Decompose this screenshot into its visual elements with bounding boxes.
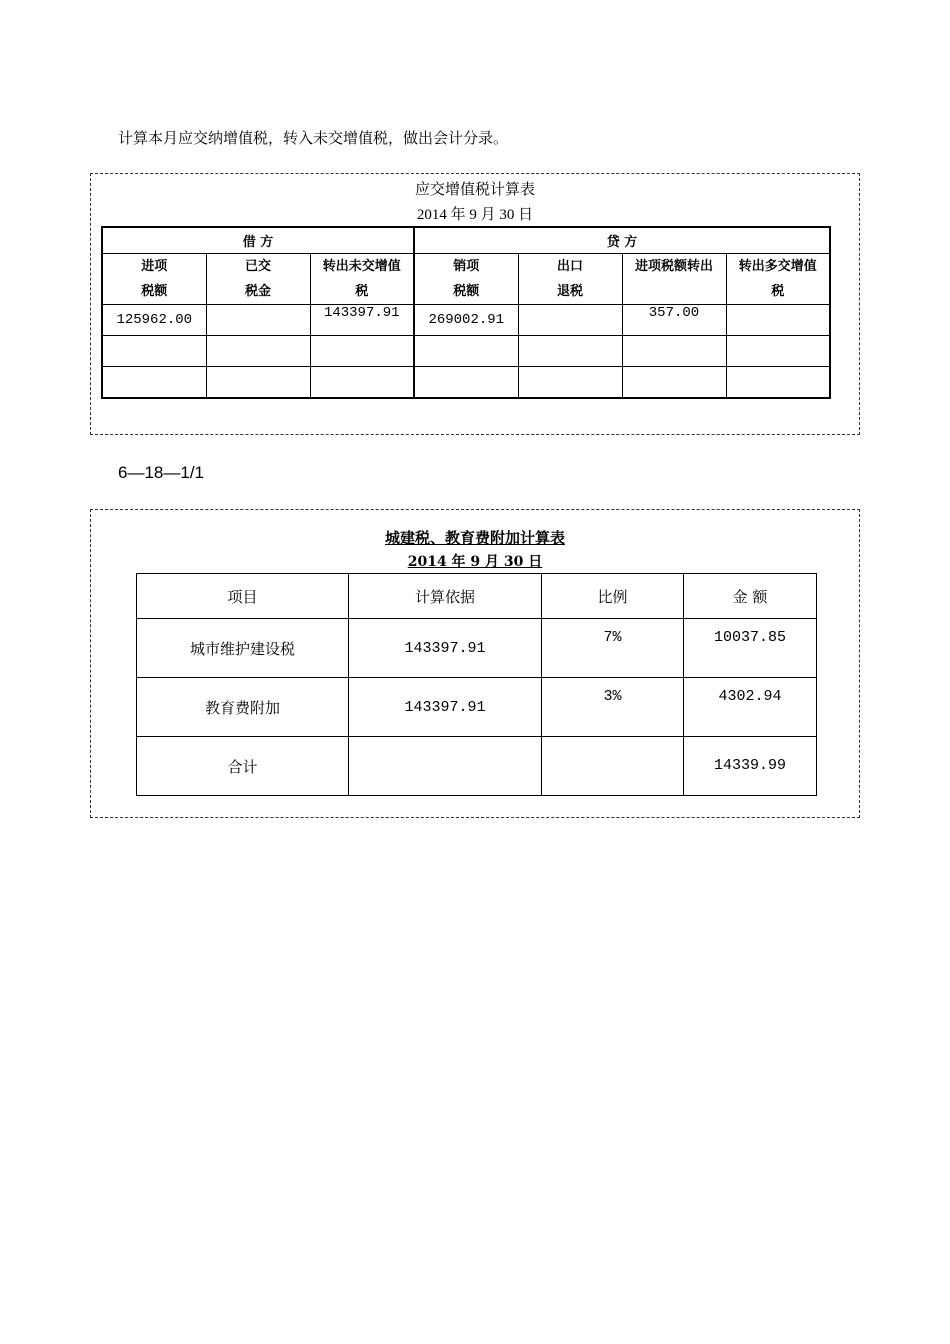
table-cell xyxy=(102,367,206,399)
table-cell xyxy=(518,305,622,336)
table-cell: 143397.91 xyxy=(349,678,542,737)
voucher-code: 6—18—1/1 xyxy=(118,463,204,482)
column-header: 进项 税额 xyxy=(102,254,206,305)
instruction-text: 计算本月应交纳增值税，转入未交增值税，做出会计分录。 xyxy=(118,129,509,147)
column-header: 进项税额转出 xyxy=(622,254,726,305)
table-cell: 3% xyxy=(542,678,684,737)
table-cell xyxy=(518,367,622,399)
table-cell xyxy=(726,305,830,336)
column-header: 金 额 xyxy=(684,574,817,619)
table-cell: 357.00 xyxy=(622,305,726,336)
column-header: 比例 xyxy=(542,574,684,619)
table-cell: 269002.91 xyxy=(414,305,518,336)
surtax-table xyxy=(136,573,817,796)
table-cell xyxy=(102,336,206,367)
table-cell xyxy=(206,367,310,399)
table-cell: 14339.99 xyxy=(684,737,817,796)
table-cell: 合计 xyxy=(137,737,349,796)
table-cell xyxy=(206,305,310,336)
vat-table-date: 2014 年 9 月 30 日 xyxy=(416,207,534,223)
table-cell: 10037.85 xyxy=(684,619,817,678)
table-cell xyxy=(310,367,414,399)
tax-table-title: 城建税、教育费附加计算表 xyxy=(384,529,565,547)
column-header: 出口 退税 xyxy=(518,254,622,305)
table-cell xyxy=(622,367,726,399)
table-cell: 143397.91 xyxy=(310,305,414,336)
vat-table-title: 应交增值税计算表 xyxy=(414,180,535,198)
vat-calculation-box xyxy=(90,173,860,435)
table-cell xyxy=(310,336,414,367)
table-cell: 教育费附加 xyxy=(137,678,349,737)
column-header: 转出未交增值 税 xyxy=(310,254,414,305)
table-cell xyxy=(542,737,684,796)
table-cell xyxy=(206,336,310,367)
table-cell xyxy=(622,336,726,367)
column-header: 销项 税额 xyxy=(414,254,518,305)
credit-header: 贷 方 xyxy=(414,227,830,254)
table-cell xyxy=(726,336,830,367)
table-cell: 125962.00 xyxy=(102,305,206,336)
table-cell: 城市维护建设税 xyxy=(137,619,349,678)
table-cell: 4302.94 xyxy=(684,678,817,737)
vat-table xyxy=(101,226,831,399)
table-cell: 143397.91 xyxy=(349,619,542,678)
table-cell xyxy=(349,737,542,796)
tax-table-date: 2014 年 9 月 30 日 xyxy=(407,554,543,570)
surtax-calculation-box xyxy=(90,509,860,818)
table-cell: 7% xyxy=(542,619,684,678)
column-header: 转出多交增值 税 xyxy=(726,254,830,305)
column-header: 已交 税金 xyxy=(206,254,310,305)
column-header: 项目 xyxy=(137,574,349,619)
debit-header: 借 方 xyxy=(102,227,414,254)
table-cell xyxy=(414,367,518,399)
column-header: 计算依据 xyxy=(349,574,542,619)
table-cell xyxy=(414,336,518,367)
table-cell xyxy=(518,336,622,367)
table-cell xyxy=(726,367,830,399)
